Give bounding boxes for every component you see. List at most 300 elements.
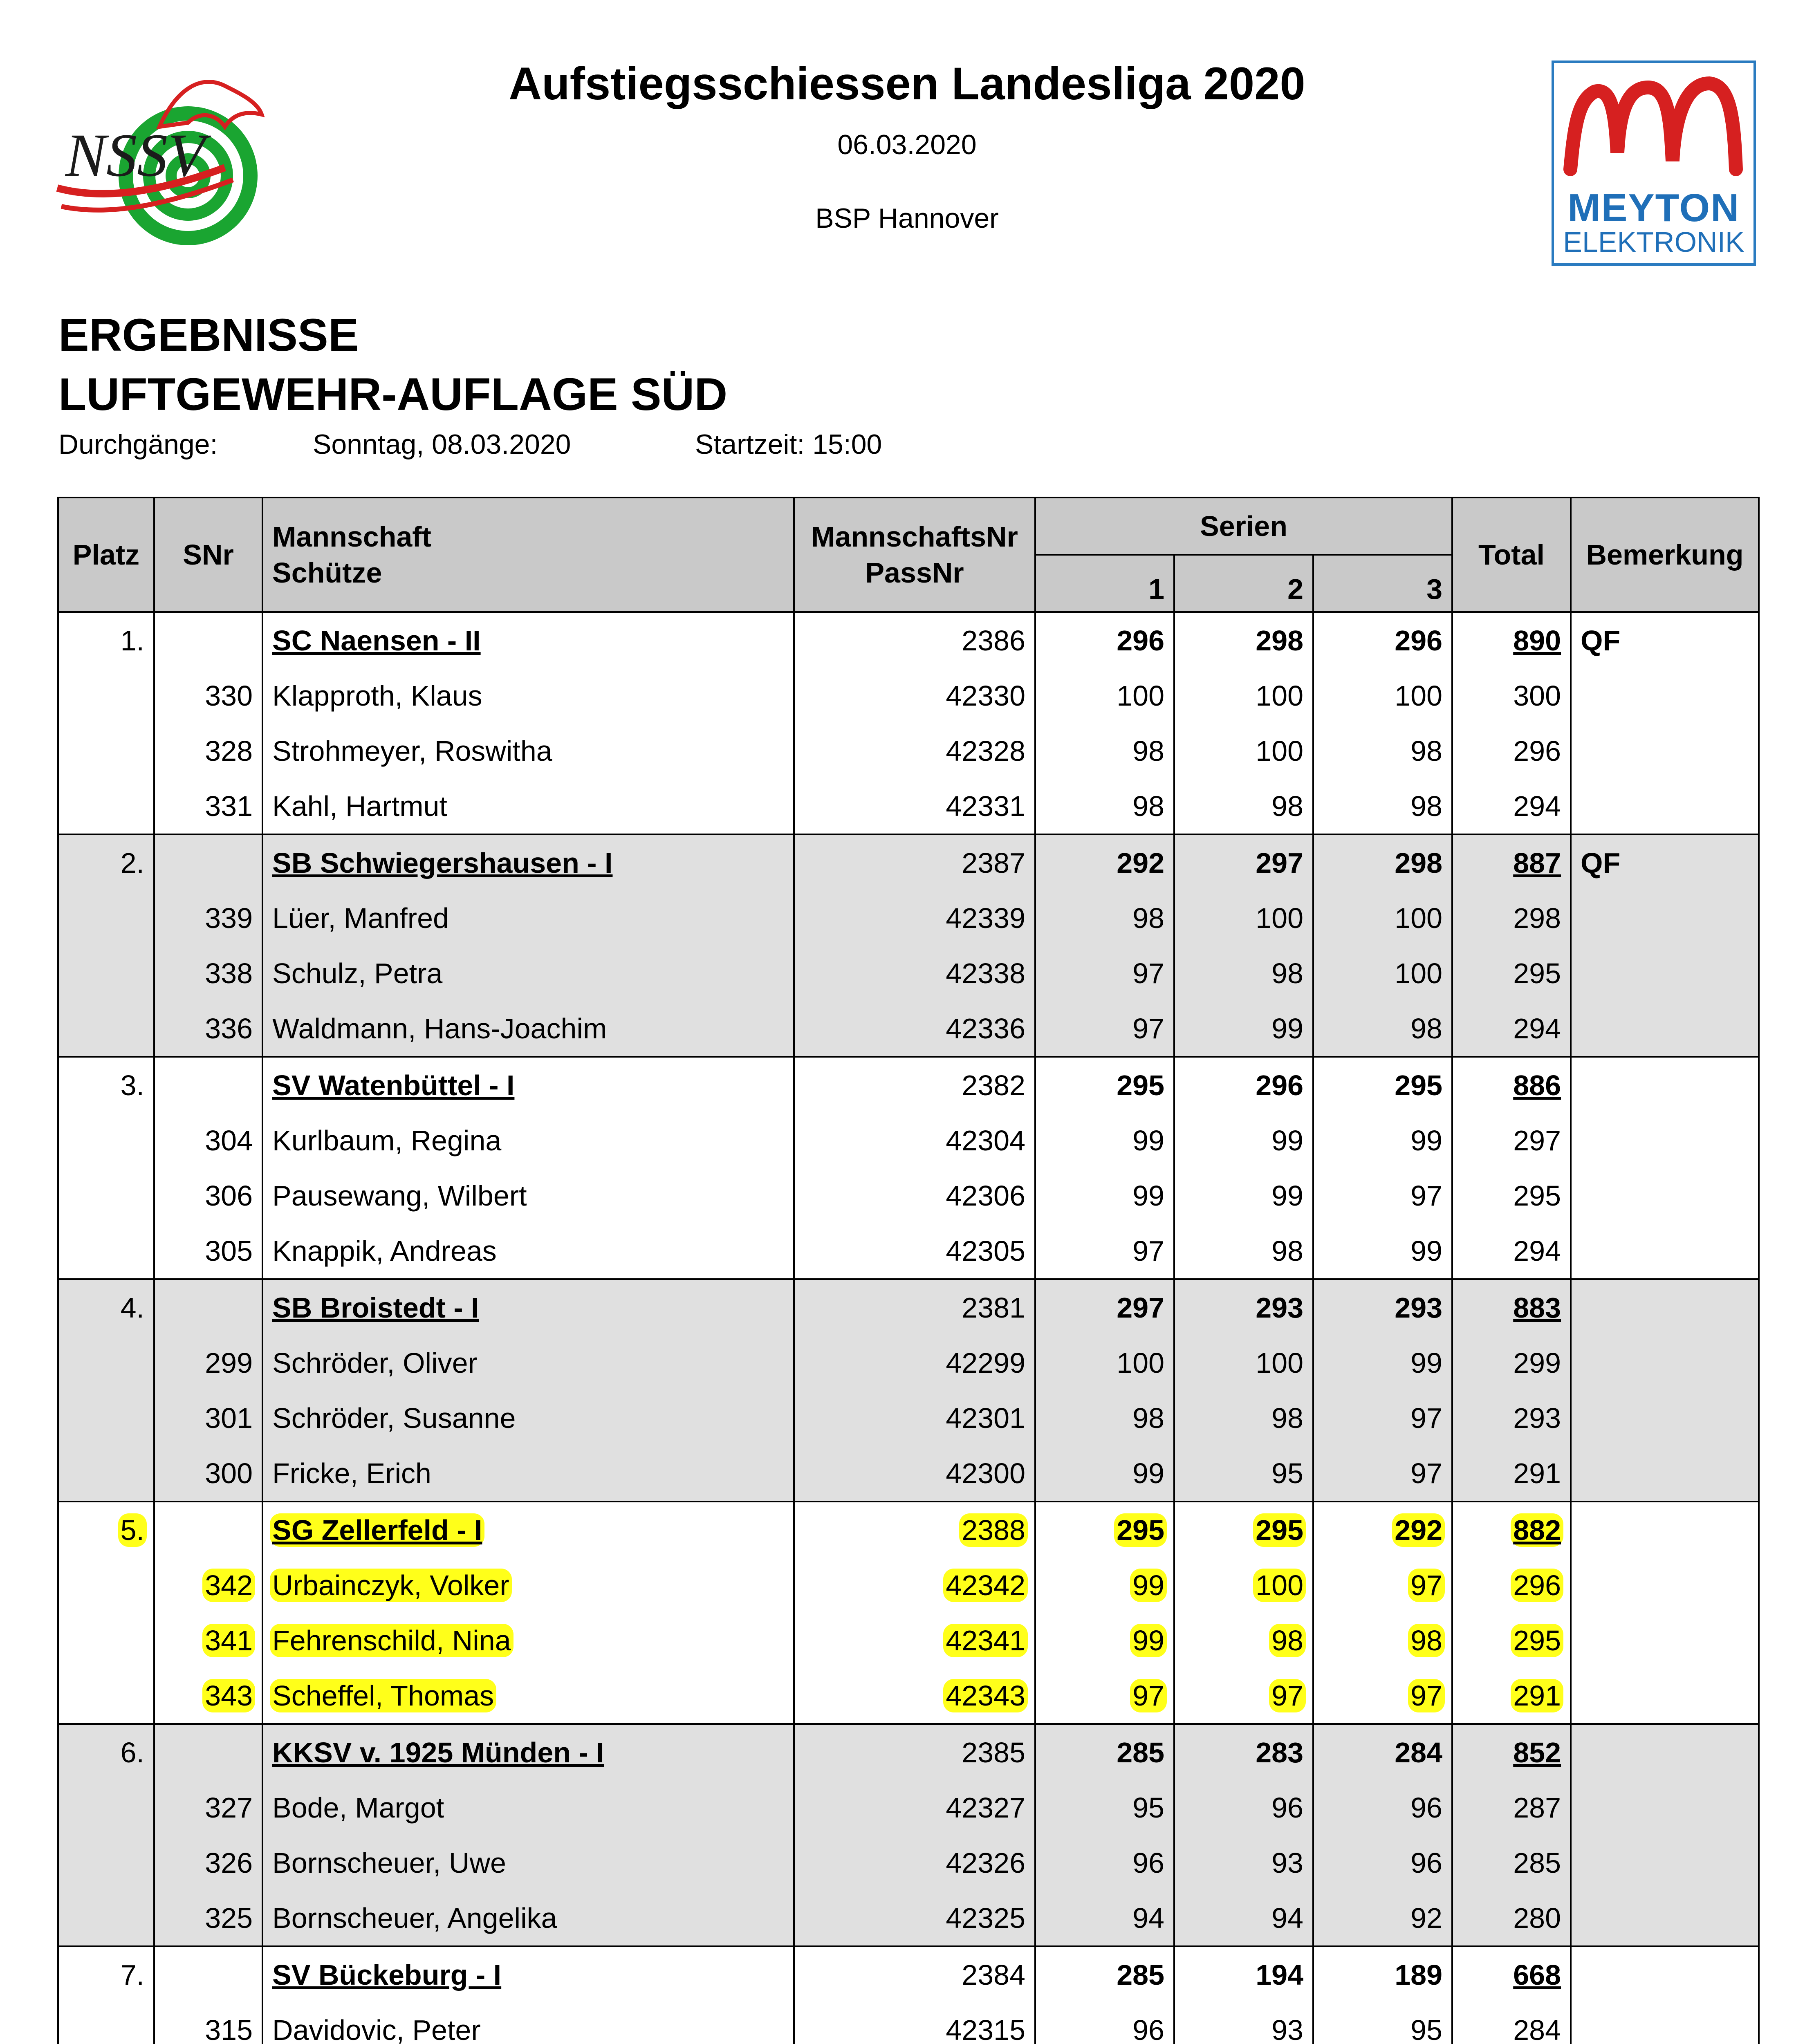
cell-nr bbox=[794, 890, 1035, 946]
cell-nr bbox=[794, 1057, 1035, 1113]
cell-nr bbox=[794, 778, 1035, 834]
shooter-snr: 315 bbox=[205, 2014, 253, 2044]
cell-total bbox=[1452, 2002, 1571, 2044]
cell-platz bbox=[58, 1279, 154, 1335]
cell-s1 bbox=[1035, 1724, 1174, 1780]
team-row bbox=[58, 1724, 1759, 1780]
cell-s1 bbox=[1035, 1223, 1174, 1279]
team-name: KKSV v. 1925 Münden - I bbox=[272, 1736, 604, 1768]
rounds-day: Sonntag, 08.03.2020 bbox=[313, 429, 571, 460]
cell-nr bbox=[794, 668, 1035, 723]
cell-note bbox=[1571, 778, 1759, 834]
shooter-s1: 94 bbox=[1132, 1902, 1164, 1934]
cell-snr bbox=[154, 1113, 262, 1168]
shooter-s2: 100 bbox=[1256, 1347, 1303, 1379]
shooter-row bbox=[58, 1168, 1759, 1223]
cell-total bbox=[1452, 1890, 1571, 1946]
shooter-s2: 100 bbox=[1253, 1569, 1306, 1602]
cell-s2 bbox=[1174, 1668, 1313, 1724]
cell-s1 bbox=[1035, 1668, 1174, 1724]
shooter-nr: 42299 bbox=[946, 1347, 1025, 1379]
cell-note bbox=[1571, 1668, 1759, 1724]
cell-platz bbox=[58, 1223, 154, 1279]
cell-s2 bbox=[1174, 668, 1313, 723]
shooter-snr: 325 bbox=[205, 1902, 253, 1934]
shooter-name: Bornscheuer, Angelika bbox=[272, 1902, 557, 1934]
shooter-row bbox=[58, 1446, 1759, 1502]
cell-s3 bbox=[1313, 1390, 1452, 1446]
shooter-s2: 93 bbox=[1271, 2014, 1303, 2044]
cell-name bbox=[262, 890, 794, 946]
cell-nr bbox=[794, 1001, 1035, 1057]
shooter-s1: 97 bbox=[1130, 1679, 1167, 1712]
shooter-snr: 343 bbox=[202, 1679, 255, 1712]
shooter-s1: 95 bbox=[1132, 1791, 1164, 1824]
shooter-s2: 95 bbox=[1271, 1457, 1303, 1489]
cell-note bbox=[1571, 1446, 1759, 1502]
cell-s3 bbox=[1313, 1057, 1452, 1113]
cell-total bbox=[1452, 1390, 1571, 1446]
svg-text:NSSV: NSSV bbox=[65, 121, 205, 189]
cell-platz bbox=[58, 1890, 154, 1946]
cell-platz bbox=[58, 723, 154, 778]
cell-s2 bbox=[1174, 1168, 1313, 1223]
cell-nr bbox=[794, 1390, 1035, 1446]
shooter-row bbox=[58, 890, 1759, 946]
cell-total bbox=[1452, 1558, 1571, 1613]
team-note: QF bbox=[1581, 847, 1621, 879]
cell-s1 bbox=[1035, 1890, 1174, 1946]
shooter-snr: 327 bbox=[205, 1791, 253, 1824]
shooter-name: Schröder, Susanne bbox=[272, 1402, 516, 1434]
shooter-name: Strohmeyer, Roswitha bbox=[272, 735, 552, 767]
cell-s2 bbox=[1174, 1335, 1313, 1390]
shooter-name: Schröder, Oliver bbox=[272, 1347, 478, 1379]
team-name: SB Schwiegershausen - I bbox=[272, 847, 613, 879]
cell-s3 bbox=[1313, 834, 1452, 890]
cell-total bbox=[1452, 1946, 1571, 2002]
shooter-total: 297 bbox=[1513, 1124, 1561, 1156]
cell-note bbox=[1571, 668, 1759, 723]
shooter-s1: 97 bbox=[1132, 957, 1164, 989]
shooter-nr: 42304 bbox=[946, 1124, 1025, 1156]
cell-s3 bbox=[1313, 1558, 1452, 1613]
shooter-snr: 331 bbox=[205, 790, 253, 822]
shooter-nr: 42328 bbox=[946, 735, 1025, 767]
cell-total bbox=[1452, 1613, 1571, 1668]
cell-total bbox=[1452, 1724, 1571, 1780]
shooter-row bbox=[58, 1668, 1759, 1724]
shooter-s3: 96 bbox=[1410, 1847, 1442, 1879]
shooter-s3: 97 bbox=[1410, 1402, 1442, 1434]
cell-total bbox=[1452, 1668, 1571, 1724]
shooter-s1: 99 bbox=[1130, 1624, 1167, 1657]
team-platz: 6. bbox=[120, 1736, 144, 1768]
shooter-s3: 98 bbox=[1410, 735, 1442, 767]
cell-total bbox=[1452, 668, 1571, 723]
cell-snr bbox=[154, 946, 262, 1001]
shooter-row bbox=[58, 1223, 1759, 1279]
cell-nr bbox=[794, 1668, 1035, 1724]
shooter-name: Bornscheuer, Uwe bbox=[272, 1847, 506, 1879]
shooter-nr: 42306 bbox=[946, 1179, 1025, 1212]
shooter-s1: 96 bbox=[1132, 2014, 1164, 2044]
cell-platz bbox=[58, 1613, 154, 1668]
cell-platz bbox=[58, 1835, 154, 1890]
cell-name bbox=[262, 778, 794, 834]
shooter-nr: 42330 bbox=[946, 679, 1025, 712]
cell-name bbox=[262, 1558, 794, 1613]
col-total: Total bbox=[1452, 498, 1571, 612]
cell-note bbox=[1571, 1168, 1759, 1223]
shooter-nr: 42325 bbox=[946, 1902, 1025, 1934]
cell-note bbox=[1571, 1780, 1759, 1835]
cell-s3 bbox=[1313, 778, 1452, 834]
shooter-snr: 342 bbox=[202, 1569, 255, 1602]
shooter-nr: 42339 bbox=[946, 902, 1025, 934]
cell-name bbox=[262, 1057, 794, 1113]
cell-note bbox=[1571, 1502, 1759, 1558]
cell-s1 bbox=[1035, 1558, 1174, 1613]
start-time: Startzeit: 15:00 bbox=[695, 429, 882, 460]
cell-name bbox=[262, 1502, 794, 1558]
shooter-nr: 42338 bbox=[946, 957, 1025, 989]
shooter-s1: 97 bbox=[1132, 1012, 1164, 1044]
team-total: 668 bbox=[1513, 1959, 1561, 1991]
cell-s1 bbox=[1035, 1613, 1174, 1668]
cell-s1 bbox=[1035, 1113, 1174, 1168]
cell-snr bbox=[154, 1558, 262, 1613]
cell-platz bbox=[58, 1113, 154, 1168]
cell-total bbox=[1452, 1835, 1571, 1890]
shooter-total: 293 bbox=[1513, 1402, 1561, 1434]
cell-platz bbox=[58, 1057, 154, 1113]
shooter-nr: 42343 bbox=[943, 1679, 1028, 1712]
cell-nr bbox=[794, 612, 1035, 668]
cell-s2 bbox=[1174, 778, 1313, 834]
team-group bbox=[58, 1502, 1759, 1724]
cell-note bbox=[1571, 2002, 1759, 2044]
cell-nr bbox=[794, 1780, 1035, 1835]
team-s2: 283 bbox=[1256, 1736, 1303, 1768]
team-row bbox=[58, 1502, 1759, 1558]
cell-note bbox=[1571, 612, 1759, 668]
cell-note bbox=[1571, 1057, 1759, 1113]
cell-platz bbox=[58, 1001, 154, 1057]
cell-total bbox=[1452, 1446, 1571, 1502]
cell-s2 bbox=[1174, 1890, 1313, 1946]
cell-note bbox=[1571, 1613, 1759, 1668]
team-name: SV Watenbüttel - I bbox=[272, 1069, 515, 1101]
shooter-row bbox=[58, 668, 1759, 723]
cell-s1 bbox=[1035, 1446, 1174, 1502]
cell-platz bbox=[58, 834, 154, 890]
shooter-s3: 96 bbox=[1410, 1791, 1442, 1824]
shooter-s2: 94 bbox=[1271, 1902, 1303, 1934]
team-total: 890 bbox=[1513, 624, 1561, 657]
cell-platz bbox=[58, 1668, 154, 1724]
cell-s3 bbox=[1313, 1223, 1452, 1279]
shooter-total: 280 bbox=[1513, 1902, 1561, 1934]
cell-nr bbox=[794, 1558, 1035, 1613]
col-mannschaftsnr: MannschaftsNr PassNr bbox=[794, 498, 1035, 612]
cell-s1 bbox=[1035, 2002, 1174, 2044]
cell-s2 bbox=[1174, 612, 1313, 668]
shooter-s1: 98 bbox=[1132, 790, 1164, 822]
cell-name bbox=[262, 1613, 794, 1668]
shooter-s2: 98 bbox=[1271, 1235, 1303, 1267]
cell-total bbox=[1452, 1113, 1571, 1168]
cell-name bbox=[262, 1890, 794, 1946]
shooter-row bbox=[58, 1835, 1759, 1890]
team-nr: 2385 bbox=[962, 1736, 1025, 1768]
shooter-s1: 99 bbox=[1130, 1569, 1167, 1602]
shooter-s3: 98 bbox=[1410, 1012, 1442, 1044]
cell-nr bbox=[794, 1890, 1035, 1946]
cell-s2 bbox=[1174, 1780, 1313, 1835]
cell-s1 bbox=[1035, 1502, 1174, 1558]
cell-name bbox=[262, 1390, 794, 1446]
team-nr: 2381 bbox=[962, 1291, 1025, 1324]
discipline-title: LUFTGEWEHR-AUFLAGE SÜD bbox=[58, 369, 728, 420]
team-total: 852 bbox=[1513, 1736, 1561, 1768]
shooter-total: 300 bbox=[1513, 679, 1561, 712]
cell-s1 bbox=[1035, 1946, 1174, 2002]
cell-s2 bbox=[1174, 1558, 1313, 1613]
cell-note bbox=[1571, 1835, 1759, 1890]
team-platz: 1. bbox=[120, 624, 144, 657]
cell-s1 bbox=[1035, 778, 1174, 834]
cell-s3 bbox=[1313, 1890, 1452, 1946]
cell-note bbox=[1571, 1558, 1759, 1613]
team-s2: 297 bbox=[1256, 847, 1303, 879]
cell-snr bbox=[154, 1835, 262, 1890]
cell-s1 bbox=[1035, 612, 1174, 668]
cell-s3 bbox=[1313, 1613, 1452, 1668]
shooter-s1: 99 bbox=[1132, 1124, 1164, 1156]
shooter-row bbox=[58, 1390, 1759, 1446]
cell-nr bbox=[794, 946, 1035, 1001]
cell-s3 bbox=[1313, 1502, 1452, 1558]
shooter-total: 291 bbox=[1511, 1679, 1563, 1712]
shooter-s2: 96 bbox=[1271, 1791, 1303, 1824]
shooter-snr: 330 bbox=[205, 679, 253, 712]
cell-s1 bbox=[1035, 1835, 1174, 1890]
team-total: 883 bbox=[1513, 1291, 1561, 1324]
cell-nr bbox=[794, 2002, 1035, 2044]
team-s1: 296 bbox=[1117, 624, 1164, 657]
shooter-total: 298 bbox=[1513, 902, 1561, 934]
cell-platz bbox=[58, 2002, 154, 2044]
cell-name bbox=[262, 1668, 794, 1724]
cell-total bbox=[1452, 890, 1571, 946]
cell-snr bbox=[154, 612, 262, 668]
shooter-nr: 42342 bbox=[943, 1569, 1028, 1602]
cell-s1 bbox=[1035, 1168, 1174, 1223]
team-s2: 296 bbox=[1256, 1069, 1303, 1101]
cell-s3 bbox=[1313, 1780, 1452, 1835]
shooter-s1: 98 bbox=[1132, 1402, 1164, 1434]
team-name: SB Broistedt - I bbox=[272, 1291, 479, 1324]
team-total: 887 bbox=[1513, 847, 1561, 879]
cell-snr bbox=[154, 1502, 262, 1558]
cell-platz bbox=[58, 1168, 154, 1223]
cell-s3 bbox=[1313, 1668, 1452, 1724]
team-s3: 295 bbox=[1395, 1069, 1442, 1101]
cell-nr bbox=[794, 1613, 1035, 1668]
cell-snr bbox=[154, 778, 262, 834]
shooter-snr: 338 bbox=[205, 957, 253, 989]
team-s1: 285 bbox=[1117, 1959, 1164, 1991]
cell-total bbox=[1452, 1223, 1571, 1279]
cell-note bbox=[1571, 1335, 1759, 1390]
shooter-snr: 326 bbox=[205, 1847, 253, 1879]
shooter-name: Knappik, Andreas bbox=[272, 1235, 497, 1267]
shooter-total: 295 bbox=[1513, 1179, 1561, 1212]
col-serie-3: 3 bbox=[1313, 555, 1452, 612]
team-name: SV Bückeburg - I bbox=[272, 1959, 502, 1991]
shooter-s1: 100 bbox=[1117, 679, 1164, 712]
team-group bbox=[58, 1057, 1759, 1279]
cell-name bbox=[262, 1279, 794, 1335]
shooter-row bbox=[58, 1890, 1759, 1946]
cell-s1 bbox=[1035, 1390, 1174, 1446]
cell-total bbox=[1452, 723, 1571, 778]
cell-s2 bbox=[1174, 1113, 1313, 1168]
cell-s2 bbox=[1174, 1502, 1313, 1558]
team-note: QF bbox=[1581, 624, 1621, 657]
document-date: 06.03.2020 bbox=[837, 129, 977, 160]
cell-total bbox=[1452, 946, 1571, 1001]
shooter-snr: 339 bbox=[205, 902, 253, 934]
cell-platz bbox=[58, 946, 154, 1001]
shooter-s3: 99 bbox=[1410, 1347, 1442, 1379]
cell-total bbox=[1452, 1335, 1571, 1390]
shooter-row bbox=[58, 1335, 1759, 1390]
cell-snr bbox=[154, 1613, 262, 1668]
cell-s2 bbox=[1174, 1390, 1313, 1446]
shooter-name: Scheffel, Thomas bbox=[270, 1679, 496, 1712]
cell-name bbox=[262, 1001, 794, 1057]
cell-platz bbox=[58, 668, 154, 723]
shooter-s2: 93 bbox=[1271, 1847, 1303, 1879]
shooter-s3: 97 bbox=[1410, 1457, 1442, 1489]
shooter-s2: 98 bbox=[1271, 790, 1303, 822]
cell-s2 bbox=[1174, 1835, 1313, 1890]
shooter-nr: 42327 bbox=[946, 1791, 1025, 1824]
team-nr: 2388 bbox=[959, 1513, 1028, 1547]
cell-name bbox=[262, 834, 794, 890]
col-serien: Serien bbox=[1035, 498, 1452, 555]
shooter-total: 291 bbox=[1513, 1457, 1561, 1489]
cell-name bbox=[262, 612, 794, 668]
shooter-s2: 98 bbox=[1271, 957, 1303, 989]
cell-s2 bbox=[1174, 1057, 1313, 1113]
shooter-nr: 42305 bbox=[946, 1235, 1025, 1267]
shooter-name: Fehrenschild, Nina bbox=[270, 1624, 513, 1657]
col-mannschaft: Mannschaft Schütze bbox=[262, 498, 794, 612]
cell-platz bbox=[58, 1335, 154, 1390]
cell-name bbox=[262, 1223, 794, 1279]
shooter-nr: 42326 bbox=[946, 1847, 1025, 1879]
team-platz: 5. bbox=[118, 1513, 147, 1547]
shooter-total: 296 bbox=[1513, 735, 1561, 767]
cell-s3 bbox=[1313, 1335, 1452, 1390]
cell-snr bbox=[154, 1168, 262, 1223]
shooter-snr: 304 bbox=[205, 1124, 253, 1156]
cell-total bbox=[1452, 778, 1571, 834]
shooter-s1: 97 bbox=[1132, 1235, 1164, 1267]
team-s2: 298 bbox=[1256, 624, 1303, 657]
shooter-name: Pausewang, Wilbert bbox=[272, 1179, 527, 1212]
cell-s3 bbox=[1313, 946, 1452, 1001]
cell-note bbox=[1571, 1724, 1759, 1780]
cell-s3 bbox=[1313, 1001, 1452, 1057]
cell-platz bbox=[58, 1724, 154, 1780]
cell-total bbox=[1452, 1279, 1571, 1335]
nssv-logo bbox=[53, 65, 266, 253]
cell-s2 bbox=[1174, 1613, 1313, 1668]
cell-nr bbox=[794, 1168, 1035, 1223]
cell-s3 bbox=[1313, 612, 1452, 668]
cell-s1 bbox=[1035, 890, 1174, 946]
results-table bbox=[57, 497, 1760, 2044]
cell-snr bbox=[154, 1446, 262, 1502]
cell-snr bbox=[154, 1946, 262, 2002]
shooter-row bbox=[58, 1001, 1759, 1057]
cell-snr bbox=[154, 723, 262, 778]
cell-note bbox=[1571, 1113, 1759, 1168]
cell-s1 bbox=[1035, 723, 1174, 778]
team-row bbox=[58, 612, 1759, 668]
shooter-row bbox=[58, 778, 1759, 834]
team-s3: 292 bbox=[1392, 1513, 1445, 1547]
cell-s3 bbox=[1313, 1835, 1452, 1890]
cell-snr bbox=[154, 1724, 262, 1780]
cell-s3 bbox=[1313, 1168, 1452, 1223]
team-row bbox=[58, 1279, 1759, 1335]
shooter-total: 294 bbox=[1513, 1235, 1561, 1267]
shooter-row bbox=[58, 2002, 1759, 2044]
team-s2: 295 bbox=[1253, 1513, 1306, 1547]
cell-s3 bbox=[1313, 1446, 1452, 1502]
shooter-s3: 98 bbox=[1410, 790, 1442, 822]
team-nr: 2387 bbox=[962, 847, 1025, 879]
shooter-row bbox=[58, 1780, 1759, 1835]
cell-snr bbox=[154, 1001, 262, 1057]
shooter-s3: 92 bbox=[1410, 1902, 1442, 1934]
cell-total bbox=[1452, 612, 1571, 668]
shooter-s3: 97 bbox=[1410, 1179, 1442, 1212]
cell-snr bbox=[154, 1390, 262, 1446]
shooter-s3: 97 bbox=[1408, 1679, 1445, 1712]
cell-s2 bbox=[1174, 834, 1313, 890]
cell-note bbox=[1571, 1946, 1759, 2002]
shooter-s2: 98 bbox=[1271, 1402, 1303, 1434]
cell-snr bbox=[154, 890, 262, 946]
cell-snr bbox=[154, 834, 262, 890]
shooter-total: 284 bbox=[1513, 2014, 1561, 2044]
cell-nr bbox=[794, 834, 1035, 890]
shooter-name: Davidovic, Peter bbox=[272, 2014, 481, 2044]
cell-note bbox=[1571, 1890, 1759, 1946]
shooter-nr: 42301 bbox=[946, 1402, 1025, 1434]
cell-name bbox=[262, 723, 794, 778]
cell-snr bbox=[154, 668, 262, 723]
cell-total bbox=[1452, 1001, 1571, 1057]
cell-snr bbox=[154, 1279, 262, 1335]
team-s3: 284 bbox=[1395, 1736, 1442, 1768]
